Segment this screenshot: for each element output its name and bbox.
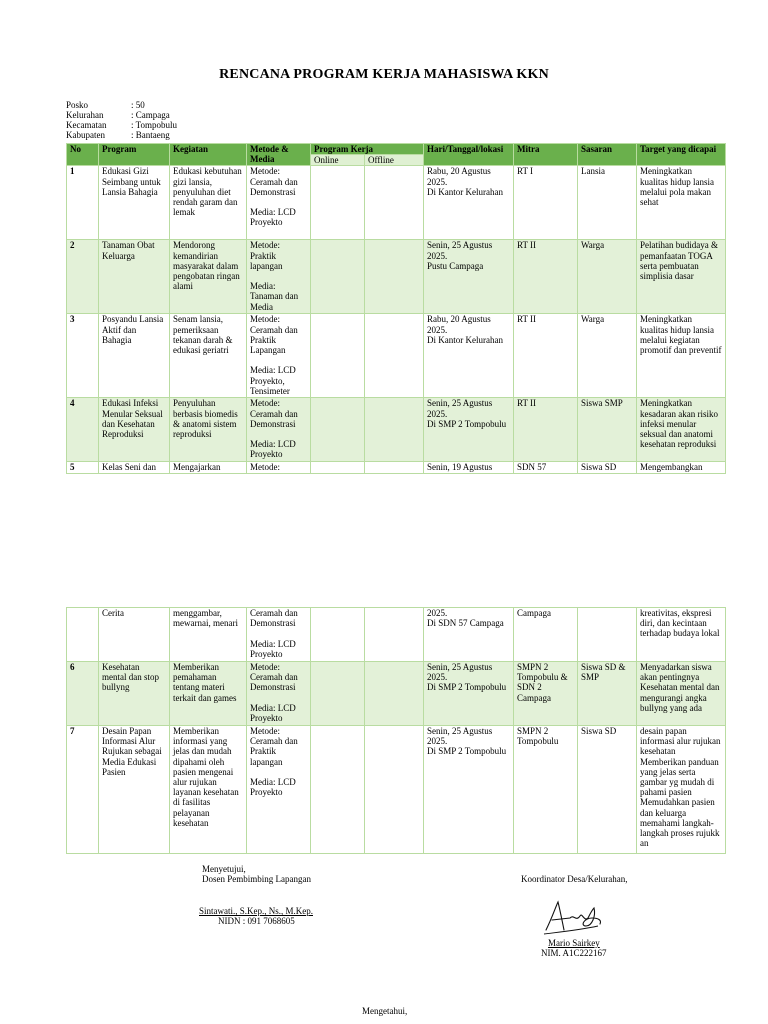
col-program: Program <box>99 144 170 166</box>
coordinator-title: Koordinator Desa/Kelurahan, <box>521 874 628 884</box>
approval-label: Menyetujui, <box>202 864 246 874</box>
info-kecamatan: Kecamatan : Tompobulu <box>66 120 177 130</box>
supervisor-title: Dosen Pembimbing Lapangan <box>202 874 311 884</box>
offline-cell <box>365 662 424 726</box>
col-program-kerja: Program Kerja <box>311 144 424 155</box>
table-row: Cerita menggambar, mewarnai, menari Ceramah dan Demonstrasi Media: LCD Proyekto 2025. Di SDN 57 Campaga Campaga kreativitas, ekspresi diri, dan kecintaan terhadap budaya lokal <box>67 608 726 662</box>
offline-cell <box>365 240 424 314</box>
header-row <box>67 144 726 155</box>
col-no: No <box>67 144 99 166</box>
online-cell <box>311 608 365 662</box>
col-kegiatan: Kegiatan <box>170 144 247 166</box>
online-cell <box>311 398 365 462</box>
online-cell <box>311 166 365 240</box>
col-target: Target yang dicapai <box>637 144 726 166</box>
table-row: 2 Tanaman Obat Keluarga Mendorong kemandirian masyarakat dalam pengobatan ringan alami Metode: Praktik lapangan Media: Tanaman dan Media Senin, 25 Agustus 2025. Pustu Campaga RT II Warga Pelatihan budidaya & pemanfaatan TOGA serta pembuatan simplisia dasar <box>67 240 726 314</box>
table-row: 3 Posyandu Lansia Aktif dan Bahagia Senam lansia, pemeriksaan tekanan darah & edukasi geriatri Metode: Ceramah dan Praktik Lapangan Media: LCD Proyekto, Tensimeter Rabu, 20 Agustus 2025. Di Kantor Kelurahan RT II Warga Meningkatkan kualitas hidup lansia melalui kegiatan promotif dan preventif <box>67 314 726 398</box>
online-cell <box>311 240 365 314</box>
online-cell <box>311 726 365 854</box>
offline-cell <box>365 314 424 398</box>
coordinator-id: NIM. A1C222167 <box>541 948 607 958</box>
col-offline: Offline <box>365 155 424 166</box>
offline-cell <box>365 608 424 662</box>
col-hari: Hari/Tanggal/lokasi <box>424 144 514 166</box>
location-info <box>66 100 177 140</box>
table-row: 6 Kesehatan mental dan stop bullyng Memberikan pemahaman tentang materi terkait dan games Metode: Ceramah dan Demonstrasi Media: LCD Proyekto Senin, 25 Agustus 2025. Di SMP 2 Tompobulu SMPN 2 Tompobulu & SDN 2 Campaga Siswa SD & SMP Menyadarkan siswa akan pentingnya Kesehatan mental dan mengurangi angka bullyng yang ada <box>67 662 726 726</box>
col-mitra: Mitra <box>514 144 578 166</box>
online-cell <box>311 462 365 473</box>
info-posko: Posko : 50 <box>66 100 145 110</box>
program-table <box>66 143 726 474</box>
table-row: 7 Desain Papan Informasi Alur Rujukan sebagai Media Edukasi Pasien Memberikan informasi yang jelas dan mudah dipahami oleh pasien mengenai alur rujukan layanan kesehatan di fasilitas pelayanan kesehatan Metode: Ceramah dan Praktik lapangan Media: LCD Proyekto Senin, 25 Agustus 2025. Di SMP 2 Tompobulu SMPN 2 Tompobulu Siswa SD desain papan informasi alur rujukan kesehatan Memberikan panduan yang jelas serta gambar yg mudah di pahami pasien Memudahkan pasien dan keluarga memahami langkah-langkah proses rujukk an <box>67 726 726 854</box>
supervisor-id: NIDN : 091 7068605 <box>218 916 295 926</box>
table-row: 5 Kelas Seni dan Mengajarkan Metode: Senin, 19 Agustus SDN 57 Siswa SD Mengembangkan <box>67 462 726 473</box>
col-online: Online <box>311 155 365 166</box>
info-kabupaten: Kabupaten : Bantaeng <box>66 130 170 140</box>
offline-cell <box>365 462 424 473</box>
offline-cell <box>365 166 424 240</box>
info-kelurahan: Kelurahan : Campaga <box>66 110 170 120</box>
offline-cell <box>365 398 424 462</box>
program-table-continued <box>66 607 726 854</box>
handwritten-signature <box>540 896 606 940</box>
acknowledged-label: Mengetahui, <box>362 1006 408 1016</box>
table-row: 4 Edukasi Infeksi Menular Seksual dan Kesehatan Reproduksi Penyuluhan berbasis biomedis & anatomi sistem reproduksi Metode: Ceramah dan Demonstrasi Media: LCD Proyekto Senin, 25 Agustus 2025. Di SMP 2 Tompobulu RT II Siswa SMP Meningkatkan kesadaran akan risiko infeksi menular seksual dan anatomi kesehatan reproduksi <box>67 398 726 462</box>
page-title: RENCANA PROGRAM KERJA MAHASISWA KKN <box>219 67 549 82</box>
table-row: 1 Edukasi Gizi Seimbang untuk Lansia Bahagia Edukasi kebutuhan gizi lansia, penyuluhan diet rendah garam dan lemak Metode: Ceramah dan Demonstrasi Media: LCD Proyekto Rabu, 20 Agustus 2025. Di Kantor Kelurahan RT I Lansia Meningkatkan kualitas hidup lansia melalui pola makan sehat <box>67 166 726 240</box>
online-cell <box>311 662 365 726</box>
supervisor-name: Sintawati., S.Kep., Ns., M.Kep. <box>199 906 313 916</box>
coordinator-name: Mario Sairkey <box>548 938 600 948</box>
offline-cell <box>365 726 424 854</box>
col-sasaran: Sasaran <box>578 144 637 166</box>
col-metode: Metode & Media <box>247 144 311 166</box>
online-cell <box>311 314 365 398</box>
